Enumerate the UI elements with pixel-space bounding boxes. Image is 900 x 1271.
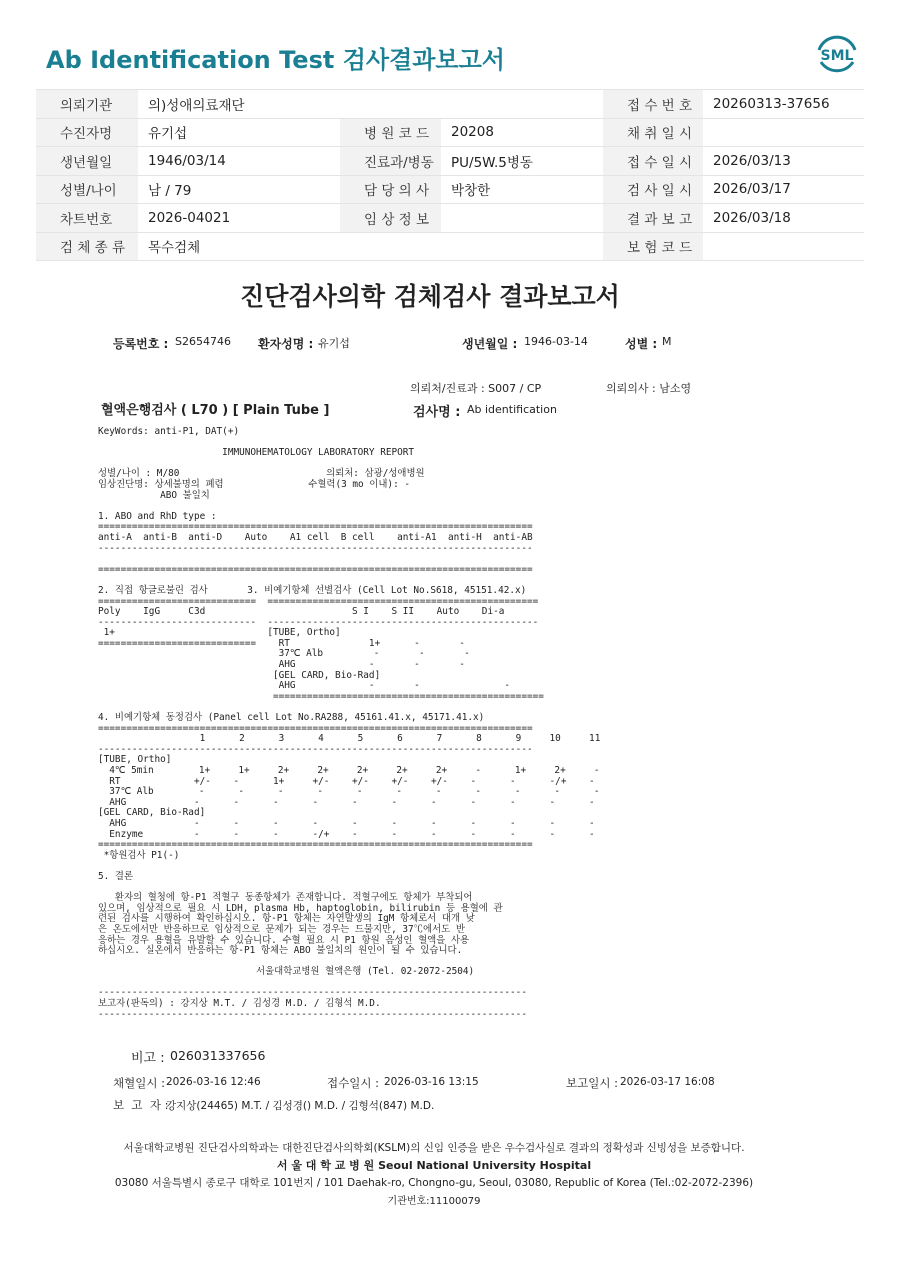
report-line: IMMUNOHEMATOLOGY LABORATORY REPORT (98, 447, 415, 459)
report-line: 임상진단명: 상세불명의 폐렴 수혈력(3 mo 이내): - (98, 478, 410, 490)
report-line: ============================================================================= (98, 521, 533, 533)
info-label: 병 원 코 드 (340, 118, 441, 147)
info-row (36, 232, 864, 261)
footer-institution-no: 기관번호:11100079 (387, 1196, 481, 1207)
report-time-label: 보고일시 : (566, 1076, 618, 1090)
sex: M (662, 335, 672, 348)
report-line: ============================ RT 1+ - - (98, 637, 465, 649)
report-line: 서울대학교병원 혈액은행 (Tel. 02-2072-2504) (98, 966, 475, 978)
info-label: 검 사 일 시 (603, 175, 703, 204)
info-row (36, 90, 864, 119)
info-label: 접 수 일 시 (603, 147, 703, 176)
test-group: 혈액은행검사 ( L70 ) [ Plain Tube ] (101, 403, 330, 418)
dob: 1946-03-14 (524, 335, 588, 348)
patient-name: 유기섭 (318, 337, 350, 350)
info-value: PU/5W.5병동 (441, 147, 603, 176)
report-line: 련된 검사를 시행하여 확인하십시오. 항-P1 항체는 자연발생의 IgM 항체로서 대개 낮 (98, 913, 475, 925)
sex-label: 성별 : (625, 337, 658, 351)
info-value (441, 232, 603, 261)
report-line: *항원검사 P1(-) (98, 849, 180, 861)
report-line: 은 온도에서만 반응하므로 임상적으로 문제가 되는 경우는 드물지만, 37℃에서도 반 (98, 923, 465, 935)
report-heading: 진단검사의학 검체검사 결과보고서 (240, 282, 620, 311)
report-line: 5. 결론 (98, 870, 134, 882)
report-line: ----------------------------------------------------------------------------- (98, 743, 533, 755)
info-row (36, 175, 864, 204)
report-line: 1. ABO and RhD type : (98, 510, 217, 522)
report-line: ============================================================================= (98, 722, 533, 734)
info-value: 목수검체 (138, 232, 340, 261)
info-label: 의뢰기관 (36, 90, 138, 119)
collect-label: 채혈일시 : (113, 1076, 165, 1090)
report-line (98, 861, 600, 872)
logo-text: SML (820, 48, 854, 64)
report-line: 37℃ Alb - - - (98, 648, 470, 660)
report-time: 2026-03-17 16:08 (620, 1076, 715, 1088)
report-line: AHG - - - - - - - - - - - (98, 817, 595, 829)
info-label: 보 험 코 드 (603, 232, 703, 261)
report-line: AHG - - - (98, 680, 511, 692)
info-value (340, 90, 441, 119)
report-line: Poly IgG C3d S I S II Auto Di-a (98, 606, 505, 618)
report-line: ============================================================================= (98, 839, 533, 851)
report-line: ---------------------------------------------------------------------------- (98, 1008, 527, 1020)
report-line: [TUBE, Ortho] (98, 754, 172, 766)
info-label: 생년월일 (36, 147, 138, 176)
info-value (441, 90, 603, 119)
report-line: ABO 불일치 (98, 489, 210, 501)
info-value: 2026/03/13 (703, 147, 864, 176)
report-line: [GEL CARD, Bio-Rad] (98, 807, 206, 819)
report-line: anti-A anti-B anti-D Auto A1 cell B cell anti-A1 anti-H anti-AB (98, 531, 533, 543)
report-line: KeyWords: anti-P1, DAT(+) (98, 426, 240, 437)
patient-label: 환자성명 : (258, 337, 314, 351)
reporter: 강지상(24465) M.T. / 김성경() M.D. / 김형석(847) M.D. (166, 1100, 435, 1112)
report-line: 1 2 3 4 5 6 7 8 9 10 11 (98, 733, 601, 745)
collect-time: 2026-03-16 12:46 (166, 1076, 261, 1088)
report-line: ---------------------------------------------------------------------------- (98, 987, 527, 999)
report-line: 4℃ 5min 1+ 1+ 2+ 2+ 2+ 2+ 2+ - 1+ 2+ - (98, 765, 600, 776)
patient-info-table (36, 89, 864, 261)
report-line: 1+ [TUBE, Ortho] (98, 627, 341, 639)
receive-label: 접수일시 : (327, 1076, 379, 1090)
dept: 의뢰처/진료과 : S007 / CP (410, 382, 542, 395)
report-line: Enzyme - - - -/+ - - - - - - - (98, 828, 595, 840)
reg-no: S2654746 (175, 335, 231, 348)
report-line: 2. 직접 항글로불린 검사 3. 비예기항체 선별검사 (Cell Lot No.S618, 45151.42.x) (98, 584, 527, 596)
info-value (703, 118, 864, 147)
info-label: 검 체 종 류 (36, 232, 138, 261)
info-row (36, 118, 864, 147)
info-row (36, 204, 864, 233)
dob-label: 생년월일 : (462, 337, 518, 351)
info-value: 20260313-37656 (703, 90, 864, 119)
info-row (36, 147, 864, 176)
info-value: 유기섭 (138, 118, 340, 147)
report-line: 있으며, 임상적으로 필요 시 LDH, plasma Hb, haptoglobin, bilirubin 등 용혈에 관 (98, 902, 503, 914)
info-value: 20208 (441, 118, 603, 147)
report-line: RT +/- - 1+ +/- +/- +/- +/- - - -/+ - (98, 775, 595, 787)
info-label: 진료과/병동 (340, 147, 441, 176)
info-value (441, 204, 603, 233)
info-value: 박창한 (441, 175, 603, 204)
report-line: ============================================================================= (98, 563, 533, 575)
test-name-label: 검사명 : (413, 405, 461, 420)
report-line: 4. 비예기항체 동정검사 (Panel cell Lot No.RA288, 45161.41.x, 45171.41.x) (98, 712, 485, 724)
info-value (340, 232, 441, 261)
footer-hospital: 서 울 대 학 교 병 원 Seoul National University Hospital (276, 1159, 592, 1172)
report-line: ================================================ (98, 690, 544, 702)
info-value: 2026-04021 (138, 204, 340, 233)
footer-cert: 서울대학교병원 진단검사의학과는 대한진단검사의학회(KSLM)의 신임 인증을 받은 우수검사실로 결과의 정확성과 신빙성을 보증합니다. (123, 1142, 745, 1154)
info-label: 성별/나이 (36, 175, 138, 204)
reporter-label: 보 고 자 : (113, 1098, 169, 1112)
report-line: 보고자(판독의) : 강지상 M.T. / 김성경 M.D. / 김형석 M.D. (98, 998, 381, 1010)
info-value: 의)성애의료재단 (138, 90, 340, 119)
info-label: 접 수 번 호 (603, 90, 703, 119)
info-value: 1946/03/14 (138, 147, 340, 176)
report-line: ============================ ================================================ (98, 595, 539, 607)
info-value: 2026/03/17 (703, 175, 864, 204)
test-name: Ab identification (467, 403, 557, 416)
report-line: 37℃ Alb - - - - - - - - - - - (98, 786, 600, 798)
info-label: 수진자명 (36, 118, 138, 147)
report-line: 응하는 경우 용혈을 유발할 수 있습니다. 수혈 필요 시 P1 항원 음성인 혈액을 사용 (98, 934, 470, 946)
report-body (98, 427, 600, 1020)
info-label: 결 과 보 고 (603, 204, 703, 233)
report-line: 하십시오. 실온에서 반응하는 항-P1 항체는 ABO 불일치의 원인이 될 수 있습니다. (98, 945, 463, 957)
info-label: 담 당 의 사 (340, 175, 441, 204)
reg-no-label: 등록번호 : (113, 337, 169, 351)
footer-address: 03080 서울특별시 종로구 대학로 101번지 / 101 Daehak-ro, Chongno-gu, Seoul, 03080, Republic of Korea (Tel.:02-2072-2396) (114, 1177, 754, 1189)
info-label: 임 상 정 보 (340, 204, 441, 233)
report-line: AHG - - - (98, 659, 465, 671)
report-line: ----------------------------------------------------------------------------- (98, 542, 533, 554)
report-line: AHG - - - - - - - - - - - (98, 796, 595, 808)
info-value (703, 232, 864, 261)
note: 026031337656 (170, 1048, 266, 1063)
doctor: 의뢰의사 : 남소영 (606, 382, 692, 395)
report-line: [GEL CARD, Bio-Rad] (98, 669, 381, 681)
report-line: 환자의 혈청에 항-P1 적혈구 동종항체가 존재합니다. 적혈구에도 항체가 부착되어 (98, 892, 473, 904)
note-label: 비고 : (131, 1051, 165, 1066)
report-line: ---------------------------- ------------------------------------------------ (98, 616, 539, 628)
sml-logo-icon (813, 30, 861, 78)
receive-time: 2026-03-16 13:15 (384, 1076, 479, 1088)
info-label: 차트번호 (36, 204, 138, 233)
report-line: 성별/나이 : M/80 의뢰처: 삼광/성애병원 (98, 468, 425, 480)
info-value: 2026/03/18 (703, 204, 864, 233)
info-value: 남 / 79 (138, 175, 340, 204)
info-label: 채 취 일 시 (603, 118, 703, 147)
report-title: Ab Identification Test 검사결과보고서 (46, 46, 505, 74)
